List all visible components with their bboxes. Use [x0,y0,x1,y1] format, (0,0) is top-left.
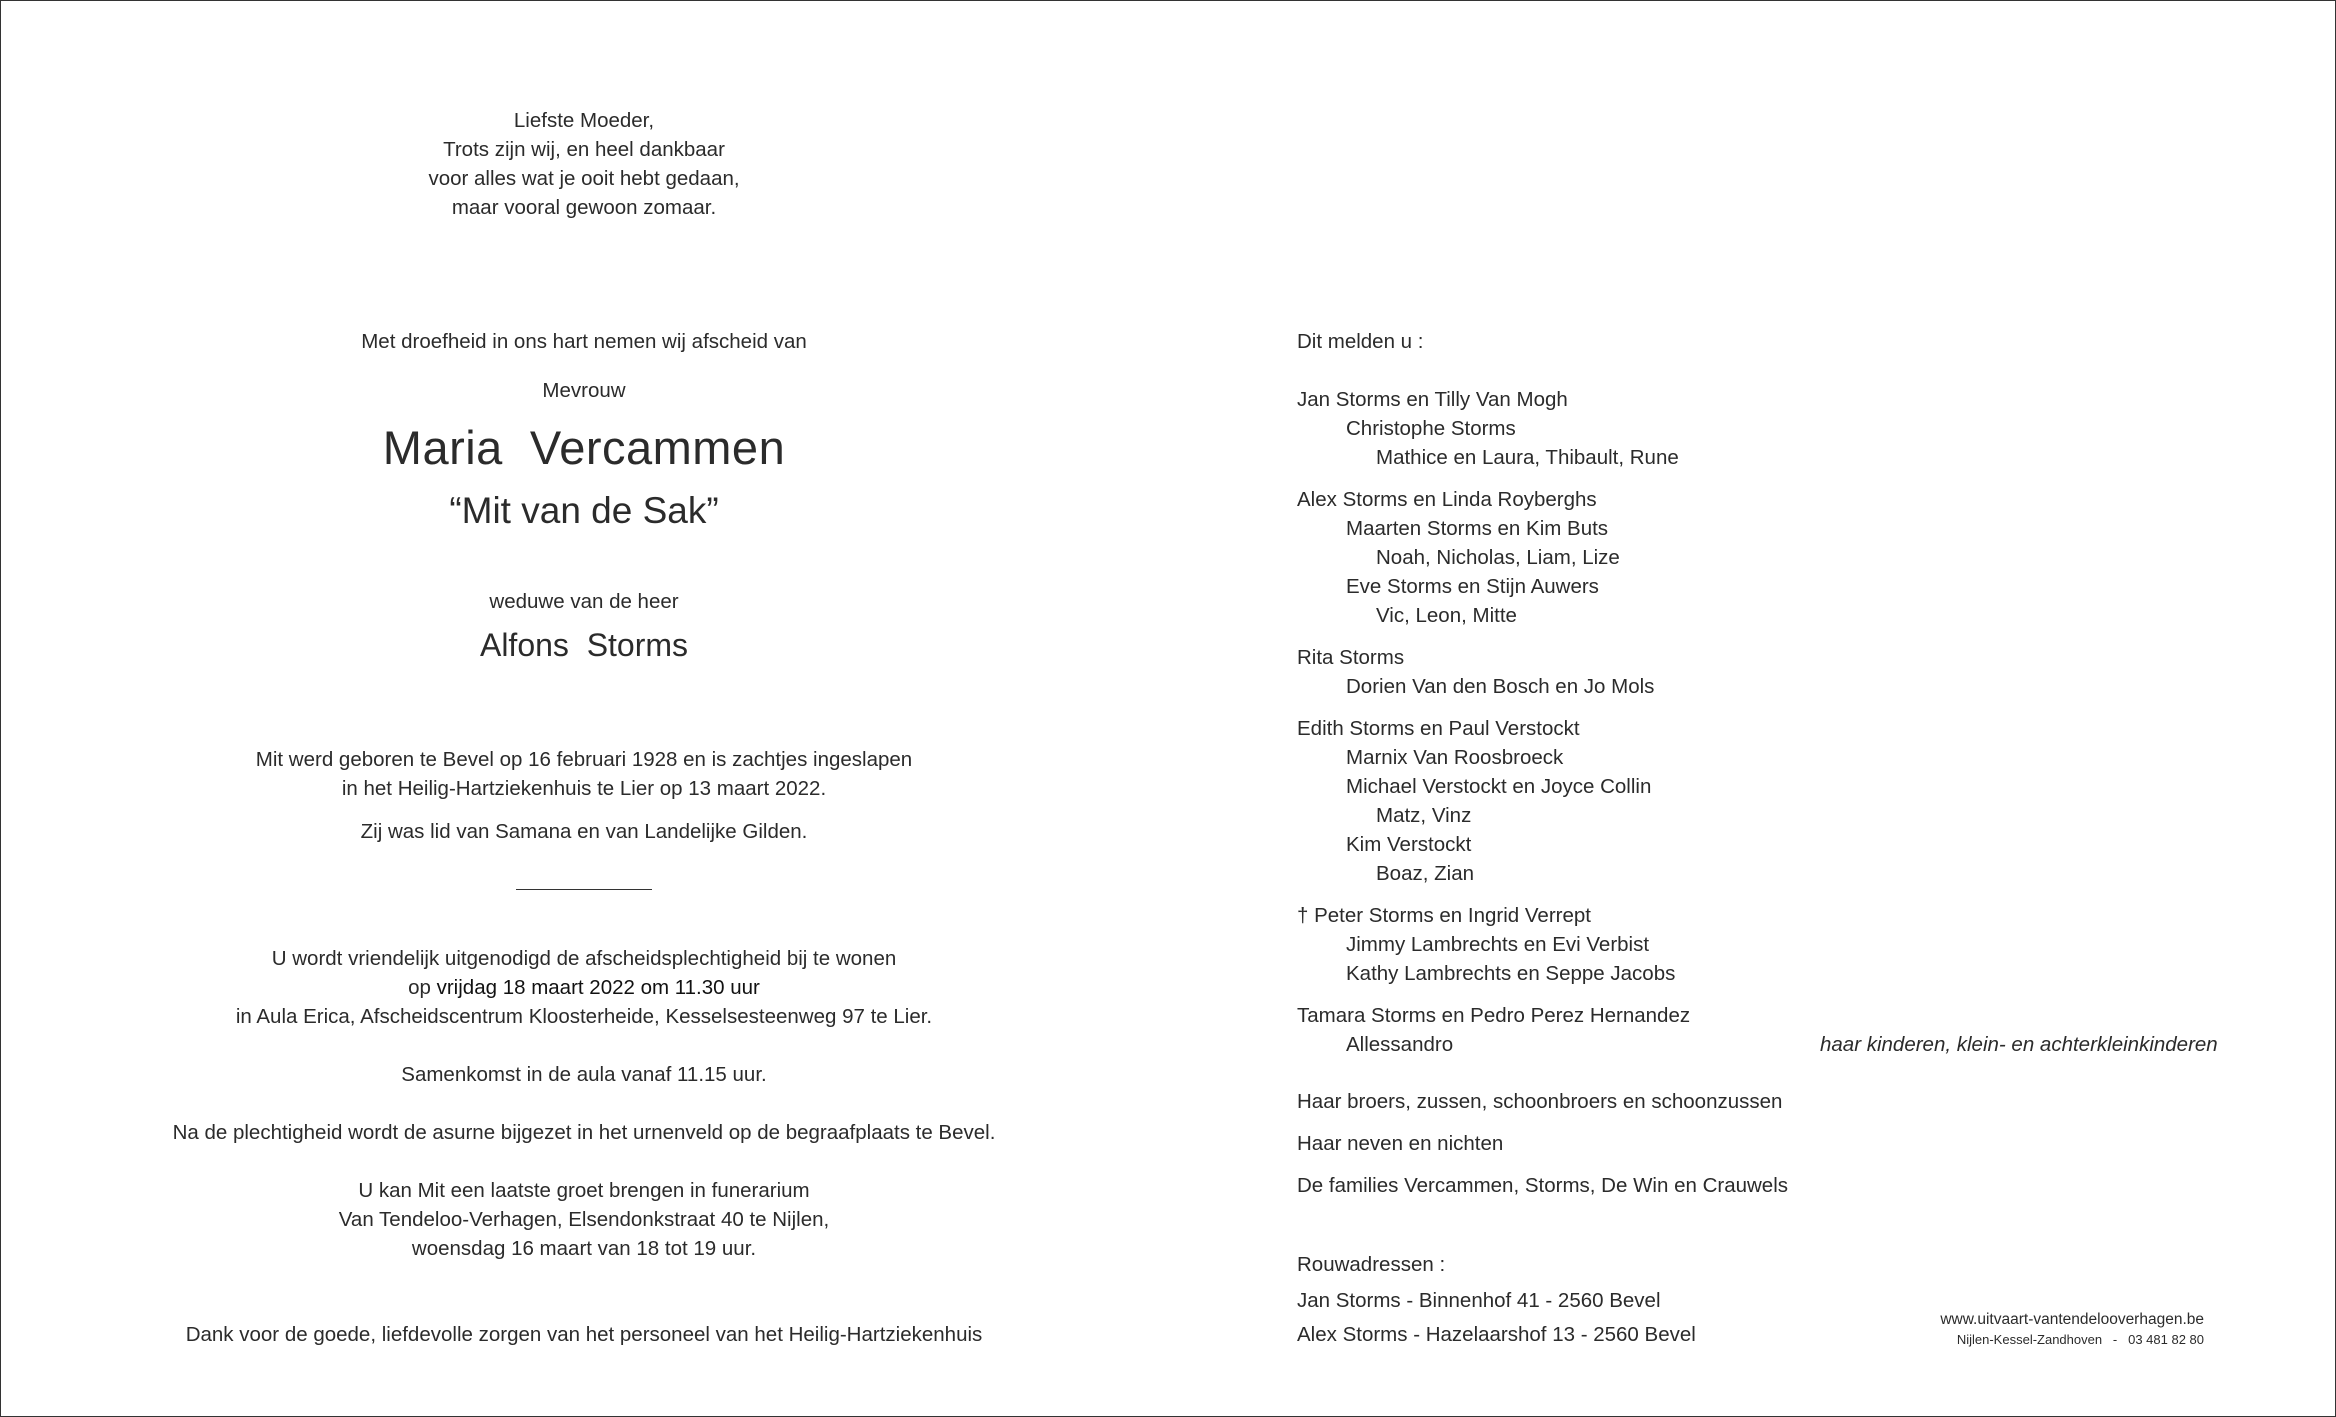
family-line: Jimmy Lambrechts en Evi Verbist [1346,933,1650,956]
family-line: Allessandro [1346,1033,1454,1056]
intro-text: Met droefheid in ons hart nemen wij afscheid van [361,330,807,353]
deceased-nickname: “Mit van de Sak” [449,490,719,531]
family-line: Mathice en Laura, Thibault, Rune [1376,446,1679,469]
invite-line [0,973,1168,1002]
poem-line: maar vooral gewoon zomaar. [451,196,717,219]
family-line: Marnix Van Roosbroeck [1346,746,1564,769]
family-line: Christophe Storms [1346,417,1516,440]
ceremony-invitation [0,944,1168,1031]
family-line: Matz, Vinz [1376,804,1472,827]
birth-line: in het Heilig-Hartziekenhuis te Lier op 13 maart 2022. [341,777,827,800]
poem-line: Liefste Moeder, [513,109,655,132]
urn-text: Na de plechtigheid wordt de asurne bijgezet in het urnenveld op de begraafplaats te Bevel. [172,1121,996,1144]
visit-line: Van Tendeloo-Verhagen, Elsendonkstraat 40 te Nijlen, [338,1208,830,1231]
families-line: De families Vercammen, Storms, De Win en Crauwels [1297,1174,1789,1197]
husband-name: Alfons Storms [479,627,689,663]
visit-line: woensdag 16 maart van 18 tot 19 uur. [411,1237,757,1260]
family-line: Jan Storms en Tilly Van Mogh [1297,388,1568,411]
birth-death-info [0,745,1168,803]
family-line: Eve Storms en Stijn Auwers [1346,575,1599,598]
poem-line: Trots zijn wij, en heel dankbaar [443,138,725,161]
family-line: Maarten Storms en Kim Buts [1346,517,1609,540]
announce-label: Dit melden u : [1297,330,1424,353]
invite-line: in Aula Erica, Afscheidscentrum Kloosterheide, Kesselsesteenweg 97 te Lier. [235,1005,933,1028]
poem-line: voor alles wat je ooit hebt gedaan, [428,167,740,190]
divider-line [516,889,652,890]
funeral-home-url: www.uitvaart-vantendelooverhagen.be [1940,1311,2204,1328]
poem [0,106,1168,222]
family-line: Noah, Nicholas, Liam, Lize [1376,546,1620,569]
invite-line: U wordt vriendelijk uitgenodigd de afscheidsplechtigheid bij te wonen [271,947,897,970]
family-line: Michael Verstockt en Joyce Collin [1346,775,1652,798]
address-line: Jan Storms - Binnenhof 41 - 2560 Bevel [1297,1289,1661,1312]
family-line: Kim Verstockt [1346,833,1472,856]
family-line: Alex Storms en Linda Royberghs [1297,488,1597,511]
gathering-text: Samenkomst in de aula vanaf 11.15 uur. [401,1063,767,1086]
thanks-text: Dank voor de goede, liefdevolle zorgen van het personeel van het Heilig-Hartziekenhuis [185,1323,983,1346]
ceremony-date: vrijdag 18 maart 2022 om 11.30 uur [436,976,760,999]
family-line: Vic, Leon, Mitte [1376,604,1517,627]
family-line: Dorien Van den Bosch en Jo Mols [1346,675,1655,698]
siblings-line: Haar broers, zussen, schoonbroers en schoonzussen [1297,1090,1783,1113]
family-line: Boaz, Zian [1376,862,1474,885]
family-line: Rita Storms [1297,646,1405,669]
honorific: Mevrouw [542,379,626,402]
visit-line: U kan Mit een laatste groet brengen in funerarium [358,1179,810,1202]
family-note: haar kinderen, klein- en achterkleinkinderen [1820,1033,2218,1056]
deceased-name: Maria Vercammen [382,421,786,474]
invite-prefix: op [408,976,437,999]
widow-text: weduwe van de heer [489,590,679,613]
visitation-info [0,1176,1168,1263]
family-line: † Peter Storms en Ingrid Verrept [1297,904,1591,927]
birth-line: Mit werd geboren te Bevel op 16 februari 1928 en is zachtjes ingeslapen [255,748,913,771]
cousins-line: Haar neven en nichten [1297,1132,1504,1155]
family-line: Kathy Lambrechts en Seppe Jacobs [1346,962,1676,985]
address-line: Alex Storms - Hazelaarshof 13 - 2560 Bevel [1297,1323,1696,1346]
family-line: Edith Storms en Paul Verstockt [1297,717,1580,740]
addresses-label: Rouwadressen : [1297,1253,1446,1276]
funeral-home-info: Nijlen-Kessel-Zandhoven - 03 481 82 80 [1956,1332,2204,1347]
membership-text: Zij was lid van Samana en van Landelijke Gilden. [360,820,808,843]
family-line: Tamara Storms en Pedro Perez Hernandez [1297,1004,1691,1027]
